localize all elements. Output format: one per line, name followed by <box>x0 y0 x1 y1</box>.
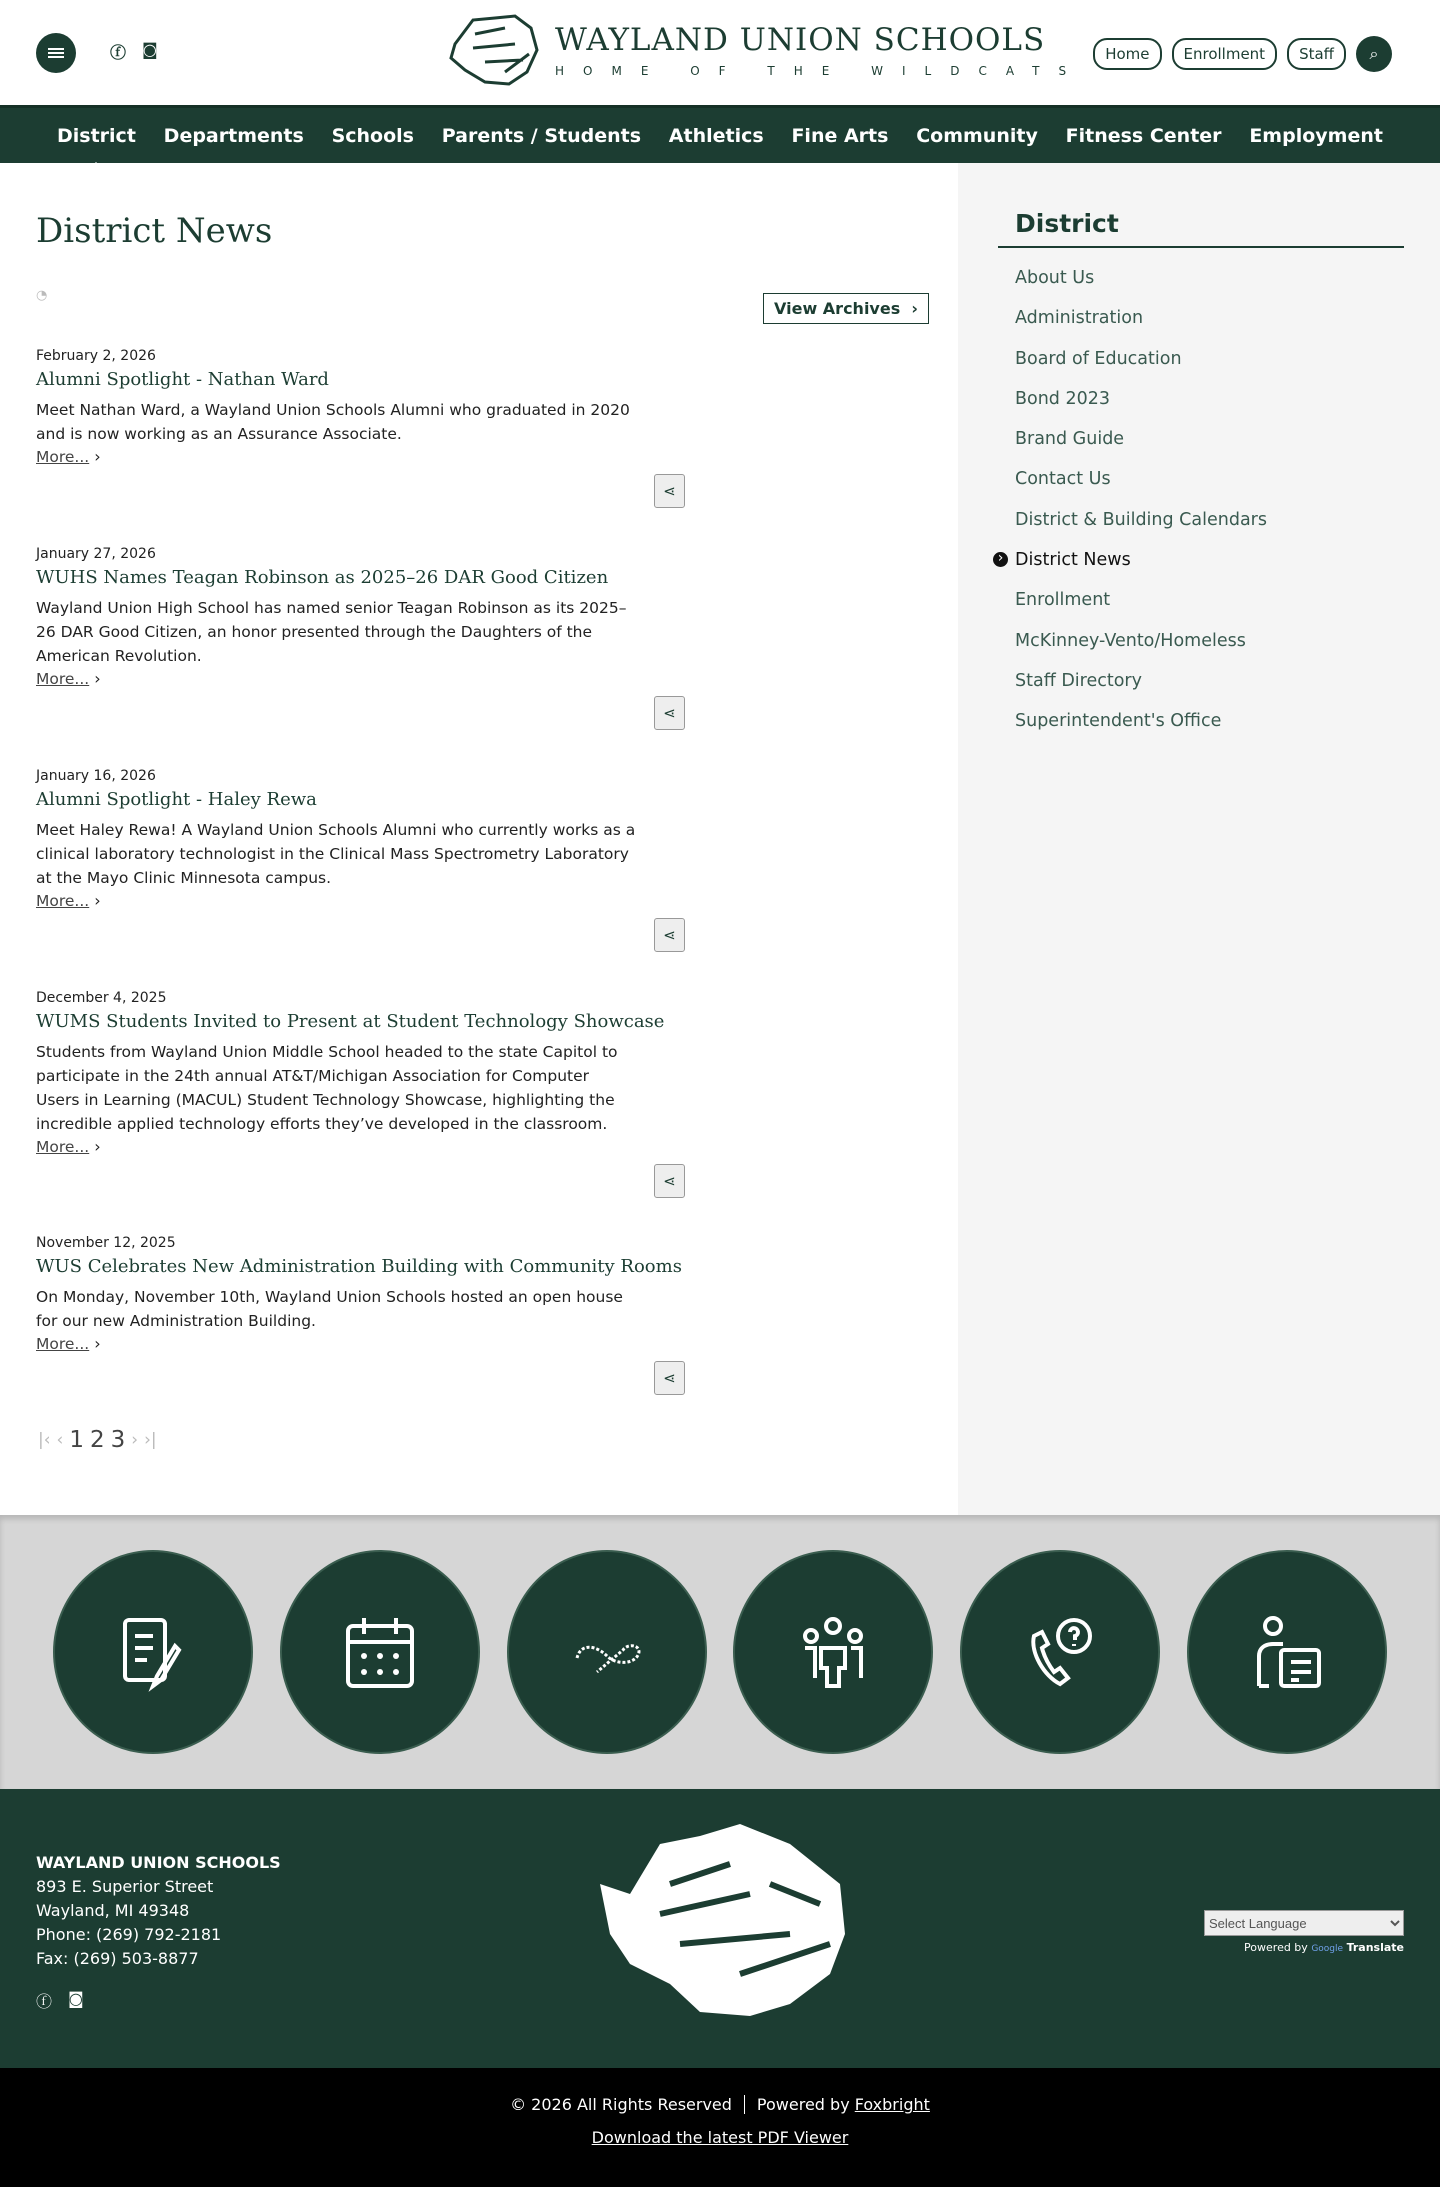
instagram-icon[interactable]: ◙ <box>68 1989 84 2008</box>
share-button[interactable] <box>654 918 685 952</box>
share-icon: ⋖ <box>663 1369 676 1387</box>
main-content <box>0 163 958 1515</box>
page-2[interactable]: 2 <box>89 1427 105 1453</box>
share-button[interactable] <box>654 696 685 730</box>
calendar-button[interactable] <box>280 1550 480 1754</box>
staff-directory-icon <box>1247 1612 1327 1692</box>
share-button[interactable] <box>654 1361 685 1395</box>
logo-tagline: HOME OF THE WILDCATS <box>555 64 1086 78</box>
more-link[interactable]: More... <box>36 892 90 910</box>
share-button[interactable] <box>654 474 685 508</box>
nav-employment[interactable]: Employment <box>1249 124 1383 147</box>
facebook-icon[interactable]: ⓕ <box>110 43 127 62</box>
sidebar <box>958 163 1440 1515</box>
nav-fine-arts[interactable]: Fine Arts <box>791 124 889 147</box>
news-date: February 2, 2026 <box>36 348 156 364</box>
share-icon: ⋖ <box>663 1172 676 1190</box>
nav-fitness-center[interactable]: Fitness Center <box>1065 124 1222 147</box>
forms-button[interactable] <box>53 1550 253 1754</box>
news-date: December 4, 2025 <box>36 990 167 1006</box>
contact-help-icon <box>1020 1612 1100 1692</box>
sidebar-item-about-us[interactable]: About Us <box>1015 268 1095 288</box>
next-page-icon[interactable]: › <box>131 1430 139 1450</box>
sidebar-item-board-of-education[interactable]: Board of Education <box>1015 348 1182 369</box>
powered-by-label: Powered by <box>1244 1941 1308 1954</box>
search-icon: ⌕ <box>1369 44 1379 63</box>
pdf-viewer-link[interactable]: Download the latest PDF Viewer <box>591 2128 849 2147</box>
news-title[interactable]: Alumni Spotlight - Nathan Ward <box>36 369 329 390</box>
news-date: January 16, 2026 <box>36 768 156 784</box>
nav-departments[interactable]: Departments <box>163 124 304 147</box>
news-summary: Students from Wayland Union Middle School headed to the state Capitol to participate in the 24th annual AT&T/Michigan Association for Computer Users in Learning (MACUL) Student Technology Showcase, highlighting the incredible applied technology efforts they’ve developed in the classroom. <box>36 1043 618 1133</box>
news-summary: Wayland Union High School has named senior Teagan Robinson as its 2025–26 DAR Good Citizen, an honor presented through the Daughters of the American Revolution. <box>36 599 627 665</box>
news-summary: On Monday, November 10th, Wayland Union Schools hosted an open house for our new Administration Building. <box>36 1288 623 1330</box>
lunch-button[interactable] <box>507 1550 707 1754</box>
nav-district[interactable]: District <box>57 124 136 147</box>
menu-icon <box>48 48 64 58</box>
main-nav <box>0 105 1440 163</box>
google-logo: Google <box>1311 1944 1344 1954</box>
instagram-icon[interactable]: ◙ <box>142 40 158 59</box>
page-3[interactable]: 3 <box>110 1427 126 1453</box>
calendar-icon <box>340 1612 420 1692</box>
staff-directory-button[interactable] <box>1187 1550 1387 1754</box>
lunch-icon <box>567 1612 647 1692</box>
news-summary: Meet Nathan Ward, a Wayland Union Schools Alumni who graduated in 2020 and is now working as an Assurance Associate. <box>36 401 630 443</box>
enrollment-link[interactable]: Enrollment <box>1172 38 1278 70</box>
nav-schools[interactable]: Schools <box>331 124 414 147</box>
search-button[interactable] <box>1356 36 1392 72</box>
share-icon: ⋖ <box>663 482 676 500</box>
sidebar-item-enrollment[interactable]: Enrollment <box>1015 590 1111 611</box>
translate-link[interactable]: Translate <box>1346 1941 1404 1954</box>
wildcat-mascot-icon <box>590 1824 850 2019</box>
footer-city: Wayland, MI 49348 <box>36 1901 190 1920</box>
powered-by: Powered by <box>756 2095 850 2114</box>
news-title[interactable]: WUHS Names Teagan Robinson as 2025–26 DAR Good Citizen <box>36 567 609 588</box>
staff-link[interactable]: Staff <box>1287 38 1346 70</box>
contact-help-button[interactable] <box>960 1550 1160 1754</box>
community-button[interactable] <box>733 1550 933 1754</box>
site-logo[interactable] <box>445 14 1085 86</box>
news-item: January 16, 2026 Alumni Spotlight - Haley Rewa Meet Haley Rewa! A Wayland Union Schools Alumni who currently works as a clinical laboratory technologist in the Clinical Mass Spectrometry Laboratory at the Mayo Clinic Minnesota campus. More... › ⋖ <box>36 768 686 910</box>
last-page-icon[interactable]: ›| <box>144 1430 157 1450</box>
foxbright-link[interactable]: Foxbright <box>854 2095 930 2114</box>
first-page-icon[interactable]: |‹ <box>38 1430 51 1450</box>
hamburger-menu-button[interactable] <box>36 33 76 73</box>
footer-phone[interactable]: Phone: (269) 792-2181 <box>36 1925 222 1944</box>
bottom-bar <box>0 2068 1440 2187</box>
copyright: © 2026 All Rights Reserved <box>510 2095 732 2114</box>
wildcat-logo-icon <box>445 14 541 86</box>
share-icon: ⋖ <box>663 926 676 944</box>
sidebar-item-mckinney-vento[interactable]: McKinney-Vento/Homeless <box>1015 630 1246 651</box>
news-item: February 2, 2026 Alumni Spotlight - Nathan Ward Meet Nathan Ward, a Wayland Union Schools Alumni who graduated in 2020 and is now working as an Assurance Associate. More... › ⋖ <box>36 348 686 466</box>
news-item: December 4, 2025 WUMS Students Invited to Present at Student Technology Showcase Students from Wayland Union Middle School headed to the state Capitol to participate in the 24th annual AT&T/Michigan Association for Computer Users in Learning (MACUL) Student Technology Showcase, highlighting the incredible applied technology efforts they’ve developed in the classroom. More... › ⋖ <box>36 990 686 1156</box>
quick-links-band <box>0 1515 1440 1789</box>
sidebar-item-staff-directory[interactable]: Staff Directory <box>1015 670 1142 691</box>
nav-community[interactable]: Community <box>916 124 1038 147</box>
more-link[interactable]: More... <box>36 1335 90 1353</box>
sidebar-item-superintendent[interactable]: Superintendent's Office <box>1015 711 1222 732</box>
nav-parents-students[interactable]: Parents / Students <box>441 124 642 147</box>
news-item: November 12, 2025 WUS Celebrates New Administration Building with Community Rooms On Monday, November 10th, Wayland Union Schools hosted an open house for our new Administration Building. More... › ⋖ <box>36 1235 686 1353</box>
view-archives-label: View Archives <box>774 299 901 318</box>
site-footer <box>0 1789 1440 2068</box>
news-date: November 12, 2025 <box>36 1235 176 1251</box>
sidebar-item-brand-guide[interactable]: Brand Guide <box>1015 429 1125 450</box>
logo-title: WAYLAND UNION SCHOOLS <box>555 22 1046 58</box>
community-icon <box>793 1612 873 1692</box>
news-item: January 27, 2026 WUHS Names Teagan Robinson as 2025–26 DAR Good Citizen Wayland Union High School has named senior Teagan Robinson as its 2025–26 DAR Good Citizen, an honor presented through the Daughters of the American Revolution. More... › ⋖ <box>36 546 686 688</box>
more-link[interactable]: More... <box>36 448 90 466</box>
page-title: District News <box>36 211 273 251</box>
more-link[interactable]: More... <box>36 1138 90 1156</box>
news-title[interactable]: Alumni Spotlight - Haley Rewa <box>36 789 317 810</box>
sidebar-item-contact-us[interactable]: Contact Us <box>1015 469 1111 490</box>
news-summary: Meet Haley Rewa! A Wayland Union Schools Alumni who currently works as a clinical laboratory technologist in the Clinical Mass Spectrometry Laboratory at the Mayo Clinic Minnesota campus. <box>36 821 636 887</box>
prev-page-icon[interactable]: ‹ <box>56 1430 64 1450</box>
more-link[interactable]: More... <box>36 670 90 688</box>
pagination <box>38 1427 157 1453</box>
sidebar-title: District <box>998 209 1404 248</box>
forms-icon <box>113 1612 193 1692</box>
share-icon: ⋖ <box>663 704 676 722</box>
nav-athletics[interactable]: Athletics <box>668 124 764 147</box>
footer-street: 893 E. Superior Street <box>36 1877 214 1896</box>
sidebar-item-calendars[interactable]: District & Building Calendars <box>1015 509 1267 530</box>
facebook-icon[interactable]: ⓕ <box>36 1992 53 2011</box>
home-link[interactable]: Home <box>1093 38 1161 70</box>
rss-icon[interactable]: ◔ <box>36 288 48 303</box>
news-date: January 27, 2026 <box>36 546 156 562</box>
language-select[interactable] <box>1204 1910 1404 1936</box>
view-archives-button[interactable]: View Archives › <box>763 293 929 324</box>
share-button[interactable] <box>654 1164 685 1198</box>
footer-fax: Fax: (269) 503-8877 <box>36 1949 199 1968</box>
footer-org-name: WAYLAND UNION SCHOOLS <box>36 1853 281 1872</box>
page-1[interactable]: 1 <box>69 1427 84 1453</box>
sidebar-item-bond-2023[interactable]: Bond 2023 <box>1015 388 1111 409</box>
news-title[interactable]: WUS Celebrates New Administration Building with Community Rooms <box>36 1256 682 1277</box>
site-header <box>0 0 1440 105</box>
sidebar-item-administration[interactable]: Administration <box>1015 308 1144 329</box>
sidebar-item-district-news[interactable]: › District News <box>998 540 1404 580</box>
news-title[interactable]: WUMS Students Invited to Present at Student Technology Showcase <box>36 1011 665 1032</box>
